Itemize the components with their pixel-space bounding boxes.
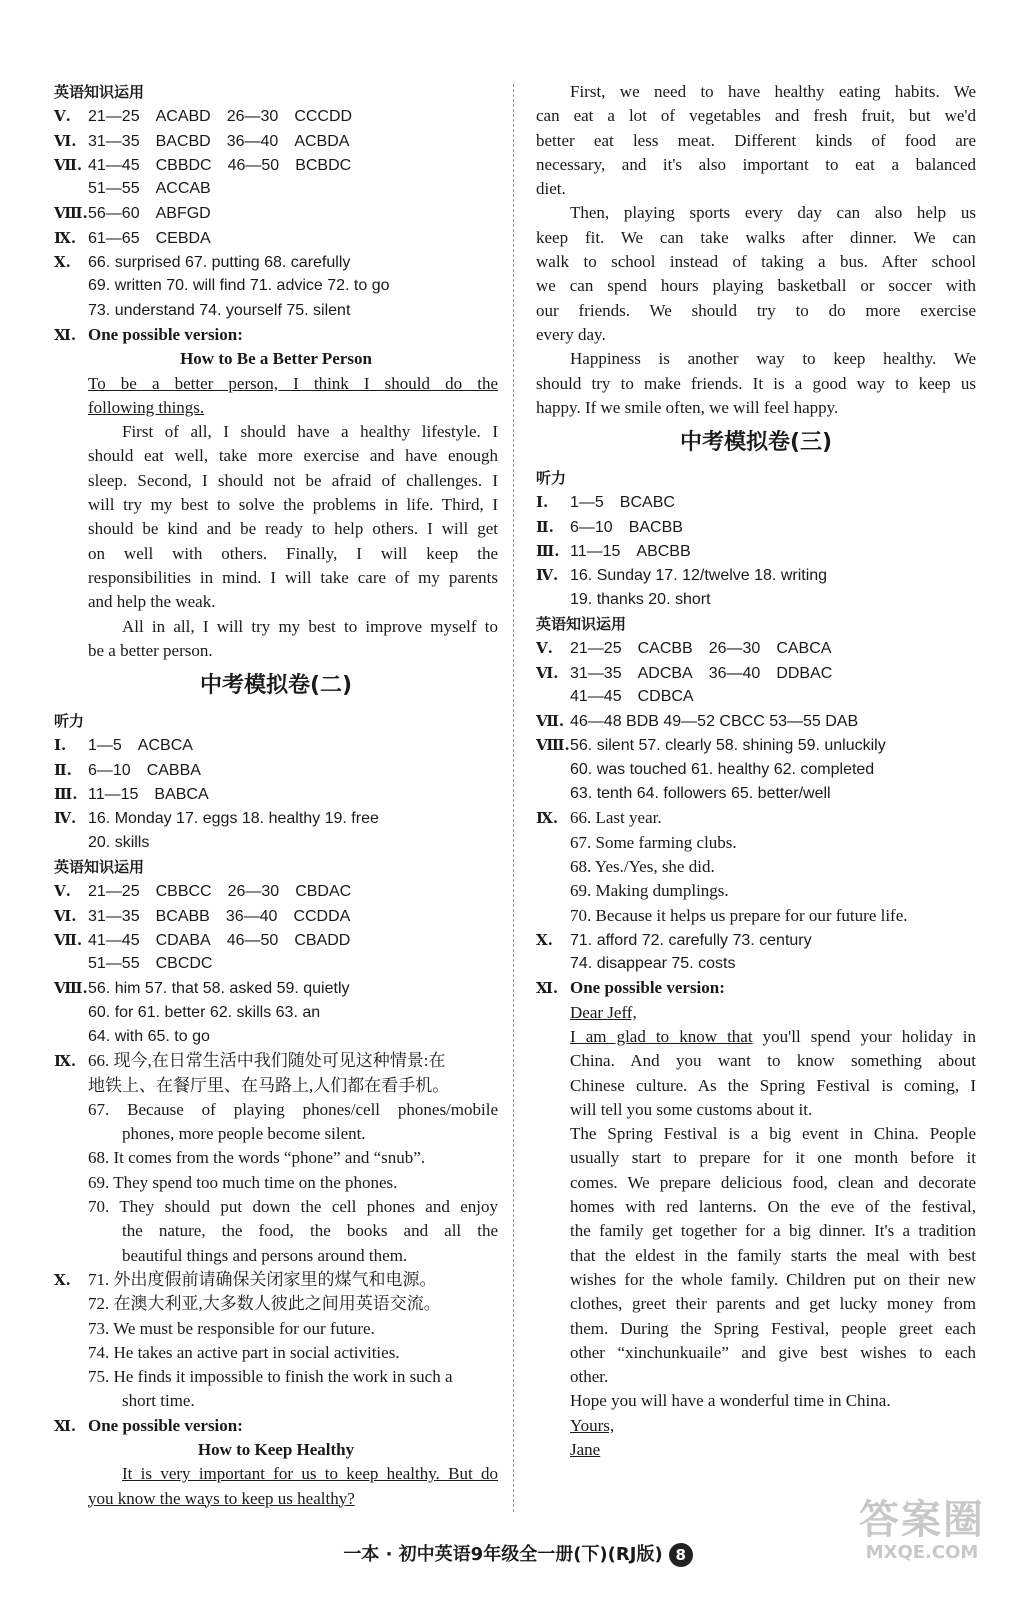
- answer-row-iv: Ⅳ. 16. Monday 17. eggs 18. healthy 19. free: [54, 809, 379, 828]
- left-column: [54, 80, 498, 1511]
- answer-row-iii: Ⅲ. 11—15 BABCA: [54, 785, 209, 804]
- essay-line: will try my best to solve the problems in life. Third, I: [88, 495, 498, 515]
- essay-line: should eat well, take more exercise and have enough: [88, 446, 498, 466]
- answer-row-ix-cont: beautiful things and persons around them.: [122, 1245, 408, 1265]
- answer-row-ix: Ⅸ. 66. Last year.: [536, 808, 662, 828]
- answer-row-v: Ⅴ. 21—25 ACABD 26—30 CCCDD: [54, 107, 353, 126]
- letter-line: The Spring Festival is a big event in China. People: [570, 1124, 976, 1144]
- answer-row-x-cont: short time.: [122, 1391, 195, 1411]
- exam-title-2: 中考模拟卷(二): [199, 673, 353, 699]
- answer-row-vi: Ⅵ. 31—35 BACBD 36—40 ACBDA: [54, 131, 350, 150]
- answer-row-vi: Ⅵ. 31—35 ADCBA 36—40 DDBAC: [536, 663, 833, 682]
- exam-title-3: 中考模拟卷(三): [679, 430, 833, 456]
- answer-row-x-cont: 69. written 70. will find 71. advice 72. to go: [88, 277, 390, 295]
- answer-row-x: Ⅹ. 66. surprised 67. putting 68. carefully: [54, 253, 351, 272]
- essay-line: First, we need to have healthy eating habits. We: [570, 82, 976, 101]
- answer-row-vi-cont: 41—45 CDBCA: [570, 687, 694, 705]
- answer-row-viii-cont: 63. tenth 64. followers 65. better/well: [570, 785, 831, 803]
- essay-line: should be kind and be ready to help others. I will get: [88, 519, 498, 539]
- answer-row-ix-cont: phones, more people become silent.: [122, 1124, 366, 1144]
- letter-line: usually start to prepare for it one month before it: [570, 1148, 976, 1168]
- answer-row-x-cont: 73. We must be responsible for our future.: [88, 1318, 375, 1338]
- essay-line: better eat less meat. Different kinds of food are: [536, 130, 976, 150]
- answer-row-iii: Ⅲ. 11—15 ABCBB: [536, 542, 691, 561]
- essay-line: It is very important for us to keep healthy. But do: [122, 1464, 498, 1484]
- section-heading: 英语知识运用: [536, 614, 627, 633]
- section-heading: 听力: [54, 712, 85, 731]
- answer-row-ix-cont: 68. It comes from the words “phone” and “snub”.: [88, 1148, 426, 1168]
- answer-row-xi: Ⅺ. One possible version:: [54, 324, 243, 344]
- essay-title: How to Keep Healthy: [197, 1440, 355, 1460]
- answer-row-xi: Ⅺ. One possible version:: [54, 1415, 243, 1435]
- answer-row-x: Ⅹ. 71. 外出度假前请确保关闭家里的煤气和电源。: [54, 1269, 437, 1289]
- essay-line: All in all, I will try my best to improve myself to: [122, 616, 498, 636]
- answer-row-x-cont: 74. disappear 75. costs: [570, 955, 736, 973]
- letter-line: will tell you some customs about it.: [570, 1099, 813, 1119]
- letter-line: them. During the Spring Festival, people greet each: [570, 1318, 976, 1338]
- essay-line: To be a better person, I think I should do the: [88, 373, 498, 393]
- letter-line: homes with red lanterns. On the eve of the festival,: [570, 1197, 976, 1217]
- essay-line: we can spend hours playing basketball or soccer with: [536, 276, 976, 296]
- answer-row-x-cont: 75. He finds it impossible to finish the work in such a: [88, 1367, 453, 1387]
- answer-row-ix-cont: 67. Some farming clubs.: [570, 832, 737, 852]
- essay-line: can eat a lot of vegetables and fresh fruit, but we'd: [536, 106, 976, 126]
- answer-row-iv-cont: 19. thanks 20. short: [570, 590, 711, 608]
- letter-line: clothes, greet their parents and get lucky money from: [570, 1294, 976, 1314]
- page-number: 8: [669, 1543, 693, 1567]
- answer-row-v: Ⅴ. 21—25 CBBCC 26—30 CBDAC: [54, 882, 352, 901]
- essay-line: our friends. We should try to do more exercise: [536, 300, 976, 320]
- essay-line: diet.: [536, 179, 566, 199]
- section-heading: 英语知识运用: [54, 857, 145, 876]
- essay-line: responsibilities in mind. I will take care of my parents: [88, 567, 498, 587]
- answer-row-x-cont: 72. 在澳大利亚,大多数人彼此之间用英语交流。: [88, 1294, 441, 1314]
- letter-line: I am glad to know that you'll spend your holiday in: [570, 1026, 976, 1046]
- essay-line: on well with others. Finally, I will keep the: [88, 543, 498, 563]
- letter-line: other.: [570, 1367, 609, 1387]
- answer-row-ix: Ⅸ. 61—65 CEBDA: [54, 228, 211, 247]
- letter-greeting: Dear Jeff,: [570, 1002, 637, 1022]
- answer-row-vii-cont: 51—55 ACCAB: [88, 180, 211, 198]
- answer-row-i: Ⅰ. 1—5 BCABC: [536, 493, 675, 512]
- answer-row-viii: Ⅷ.56. silent 57. clearly 58. shining 59. unluckily: [536, 736, 886, 755]
- answer-row-viii-cont: 60. was touched 61. healthy 62. completed: [570, 760, 875, 778]
- essay-line: and help the weak.: [88, 592, 216, 612]
- book-title: 一本 · 初中英语9年级全一册(下)(RJ版): [343, 1544, 663, 1565]
- right-column: [536, 80, 976, 1462]
- letter-line: wishes for the whole family. Children put on their new: [570, 1269, 976, 1289]
- letter-line: China. And you want to know something about: [570, 1051, 976, 1071]
- answer-row-i: Ⅰ. 1—5 ACBCA: [54, 736, 193, 755]
- answer-row-vii: Ⅶ. 46—48 BDB 49—52 CBCC 53—55 DAB: [536, 712, 859, 731]
- answer-row-x-cont: 73. understand 74. yourself 75. silent: [88, 301, 351, 319]
- essay-line: keep fit. We can take walks after dinner. We can: [536, 227, 976, 247]
- answer-row-viii: Ⅷ.56. him 57. that 58. asked 59. quietly: [54, 979, 350, 998]
- essay-line: following things.: [88, 397, 205, 417]
- answer-row-vii: Ⅶ. 41—45 CDABA 46—50 CBADD: [54, 930, 351, 949]
- essay-line: every day.: [536, 324, 606, 344]
- essay-line: sleep. Second, I should not be afraid of challenges. I: [88, 470, 498, 490]
- essay-line: should try to make friends. It is a good way to keep us: [536, 373, 976, 393]
- essay-line: necessary, and it's also important to eat a balanced: [536, 154, 976, 174]
- answer-row-iv-cont: 20. skills: [88, 833, 150, 851]
- letter-line: Hope you will have a wonderful time in China.: [570, 1391, 891, 1411]
- answer-row-ix-cont: the nature, the food, the books and all the: [122, 1221, 498, 1241]
- essay-line: you know the ways to keep us healthy?: [88, 1488, 355, 1508]
- answer-row-ix-cont: 70. Because it helps us prepare for our future life.: [570, 905, 908, 925]
- answer-row-ii: Ⅱ. 6—10 CABBA: [54, 760, 201, 779]
- watermark-bottom: MXQE.COM: [865, 1542, 979, 1563]
- letter-signature: Jane: [570, 1440, 601, 1460]
- watermark-top: 答案圈: [859, 1497, 985, 1543]
- watermark-logo: [842, 1498, 1002, 1568]
- section-heading: 听力: [536, 469, 567, 488]
- section-heading: 英语知识运用: [54, 83, 145, 101]
- answer-row-ii: Ⅱ. 6—10 BACBB: [536, 517, 683, 536]
- letter-line: comes. We prepare delicious food, clean and decorate: [570, 1172, 976, 1192]
- answer-row-viii: Ⅷ.56—60 ABFGD: [54, 204, 211, 223]
- answer-row-ix-cont: 69. Making dumplings.: [570, 881, 729, 901]
- essay-line: Then, playing sports every day can also help us: [570, 203, 976, 223]
- answer-row-v: Ⅴ. 21—25 CACBB 26—30 CABCA: [536, 639, 832, 658]
- answer-row-x: Ⅹ. 71. afford 72. carefully 73. century: [536, 930, 812, 949]
- answer-row-viii-cont: 60. for 61. better 62. skills 63. an: [88, 1003, 321, 1021]
- essay-title: How to Be a Better Person: [180, 349, 372, 369]
- essay-line: First of all, I should have a healthy lifestyle. I: [122, 422, 498, 442]
- letter-line: Chinese culture. As the Spring Festival is coming, I: [570, 1075, 976, 1095]
- letter-line: the family get together for a big dinner. It's a tradition: [570, 1221, 976, 1241]
- essay-line: Happiness is another way to keep healthy. We: [570, 349, 976, 369]
- answer-row-ix-cont: 70. They should put down the cell phones and enjoy: [88, 1197, 498, 1217]
- letter-line: other “xinchunkuaile” and give best wishes to each: [570, 1342, 976, 1362]
- answer-row-x-cont: 74. He takes an active part in social activities.: [88, 1342, 400, 1362]
- answer-row-ix-cont: 68. Yes./Yes, she did.: [570, 856, 715, 876]
- answer-row-vii: Ⅶ. 41—45 CBBDC 46—50 BCBDC: [54, 155, 352, 174]
- answer-row-vi: Ⅵ. 31—35 BCABB 36—40 CCDDA: [54, 906, 351, 925]
- answer-row-viii-cont: 64. with 65. to go: [88, 1027, 210, 1045]
- essay-line: be a better person.: [88, 640, 213, 660]
- answer-row-ix-cont: 69. They spend too much time on the phones.: [88, 1172, 398, 1192]
- answer-row-ix-cont: 地铁上、在餐厅里、在马路上,人们都在看手机。: [88, 1075, 450, 1095]
- answer-row-vii-cont: 51—55 CBCDC: [88, 955, 213, 973]
- essay-line: walk to school instead of taking a bus. After school: [536, 252, 976, 272]
- essay-line: happy. If we smile often, we will feel happy.: [536, 397, 839, 417]
- answer-row-ix-cont: 67. Because of playing phones/cell phones/mobile: [88, 1099, 498, 1119]
- answer-row-iv: Ⅳ. 16. Sunday 17. 12/twelve 18. writing: [536, 566, 828, 585]
- answer-row-xi: Ⅺ. One possible version:: [536, 978, 725, 998]
- letter-closing: Yours,: [570, 1415, 615, 1435]
- answer-row-ix: Ⅸ. 66. 现今,在日常生活中我们随处可见这种情景:在: [54, 1051, 446, 1071]
- letter-line: that the eldest in the family starts the meal with best: [570, 1245, 976, 1265]
- column-divider: [513, 84, 514, 1512]
